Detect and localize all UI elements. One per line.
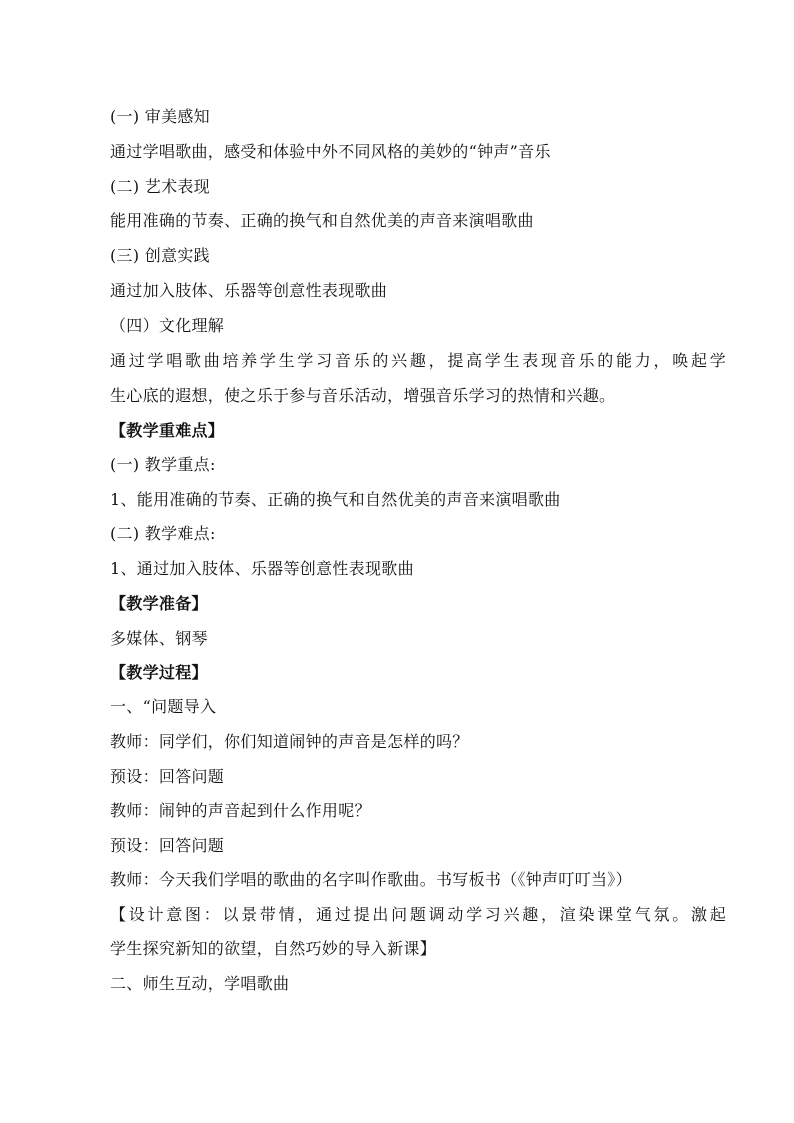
culture-heading: （四）文化理解	[110, 316, 225, 335]
design-intent-line2: 学生探究新知的欲望，自然巧妙的导入新课】	[110, 939, 437, 958]
art-text: 能用准确的节奏、正确的换气和自然优美的声音来演唱歌曲	[110, 211, 534, 230]
process-heading: 【教学过程】	[110, 663, 208, 682]
dialogue-3: 教师：今天我们学唱的歌曲的名字叫作歌曲。书写板书（《钟声叮叮当》）	[110, 870, 632, 889]
key-points-heading: 【教学重难点】	[110, 421, 225, 440]
dialogue-2: 教师：闹钟的声音起到什么作用呢？	[110, 801, 371, 820]
difficulty-heading: (二) 教学难点:	[110, 524, 216, 543]
creative-text: 通过加入肢体、乐器等创意性表现歌曲	[110, 281, 388, 300]
creative-heading: (三) 创意实践	[110, 246, 210, 265]
answer-1: 预设：回答问题	[110, 767, 225, 786]
art-heading: (二) 艺术表现	[110, 177, 210, 196]
preparation-heading: 【教学准备】	[110, 594, 208, 613]
focus-item: 1、能用准确的节奏、正确的换气和自然优美的声音来演唱歌曲	[110, 490, 561, 509]
design-intent-line1: 【设计意图：以景带情，通过提出问题调动学习兴趣，渲染课堂气氛。激起	[110, 905, 726, 924]
step1-heading: 一、“问题导入	[110, 697, 217, 716]
culture-text-line2: 生心底的遐想，使之乐于参与音乐活动，增强音乐学习的热情和兴趣。	[110, 386, 616, 405]
difficulty-item: 1、通过加入肢体、乐器等创意性表现歌曲	[110, 559, 414, 578]
answer-2: 预设：回答问题	[110, 836, 225, 855]
focus-heading: (一) 教学重点:	[110, 455, 216, 474]
preparation-text: 多媒体、钢琴	[110, 629, 208, 648]
culture-text-line1: 通过学唱歌曲培养学生学习音乐的兴趣，提高学生表现音乐的能力，唤起学	[110, 351, 726, 370]
dialogue-1: 教师：同学们，你们知道闹钟的声音是怎样的吗？	[110, 732, 469, 751]
aesthetic-text: 通过学唱歌曲，感受和体验中外不同风格的美妙的“钟声”音乐	[110, 142, 551, 161]
aesthetic-heading: (一) 审美感知	[110, 107, 210, 126]
step2-heading: 二、师生互动，学唱歌曲	[110, 974, 290, 993]
